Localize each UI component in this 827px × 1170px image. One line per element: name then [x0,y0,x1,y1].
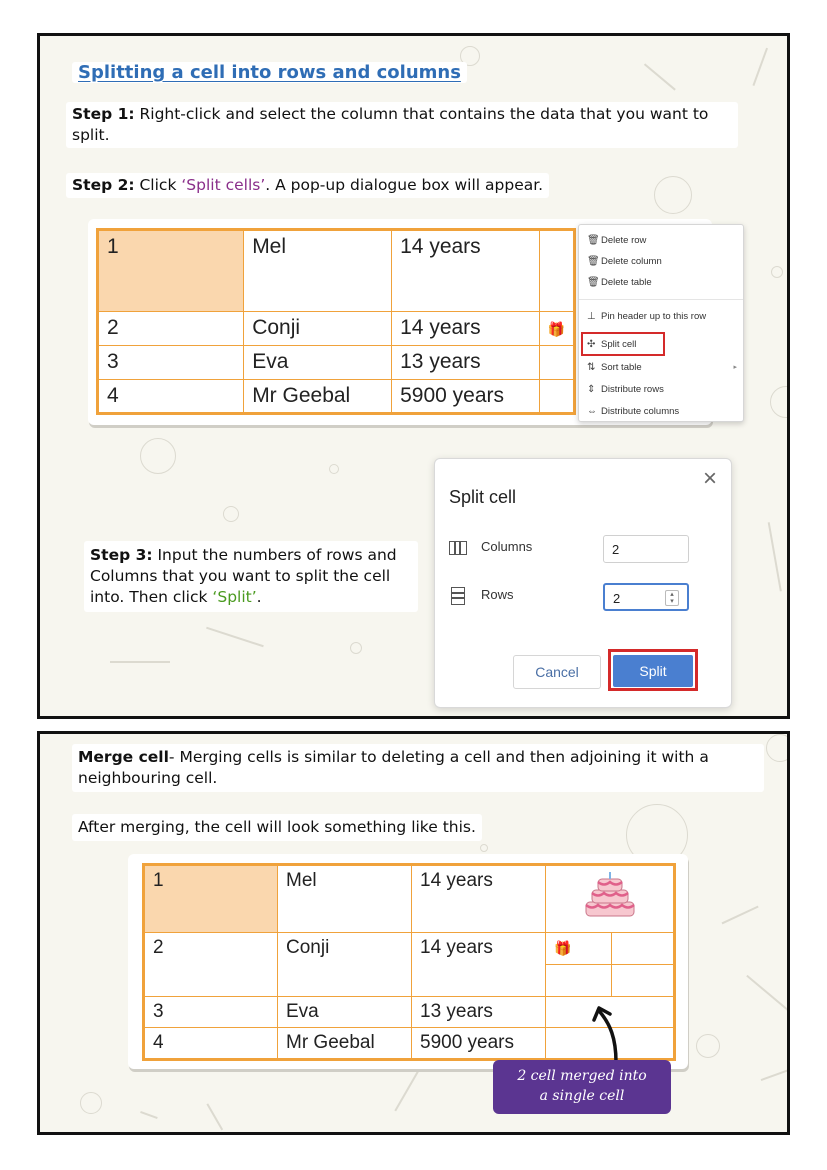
step-2-post: . A pop-up dialogue box will appear. [265,176,544,194]
split-link-text: ‘Split’ [212,588,257,606]
curved-arrow-icon [588,1002,628,1066]
table-row [98,380,575,414]
table-cell[interactable]: 1 [98,230,244,312]
table-cell[interactable]: Eva [244,346,392,380]
gift-icon: 🎁 [547,321,565,337]
distribute-rows-icon: ⇕ [587,383,596,395]
table-cell[interactable]: 14 years [412,933,546,997]
menu-item-label: Split cell [601,338,637,350]
merged-callout [493,1060,671,1114]
menu-item-delete-row[interactable] [587,230,737,250]
menu-item-sort-table[interactable] [587,357,737,377]
table-cell[interactable]: 5900 years [412,1028,546,1060]
step-2-pre: Click [134,176,182,194]
table-cell[interactable]: 13 years [412,997,546,1028]
step-1-text [66,102,738,148]
table-context-menu [578,224,744,422]
table-cell[interactable] [546,933,612,965]
step-2-label: Step 2: [72,176,135,194]
rows-input[interactable] [603,583,689,611]
table-row [98,312,575,346]
menu-separator [579,299,743,300]
step-3-label: Step 3: [90,546,153,564]
cake-icon [580,870,640,920]
split-button[interactable]: Split [613,655,693,687]
menu-item-delete-column[interactable] [587,251,737,271]
table-cell[interactable] [612,965,675,997]
dialog-title: Split cell [449,487,517,507]
section-title: Splitting a cell into rows and columns [72,62,467,83]
table-cell[interactable]: Conji [244,312,392,346]
table-cell[interactable] [539,312,574,346]
merge-cell-description [72,744,764,792]
table-cell[interactable]: 2 [98,312,244,346]
table-cell[interactable] [539,230,574,312]
distribute-columns-icon: ⇔ [587,405,597,417]
menu-item-delete-table[interactable] [587,272,737,292]
step-2-text [66,173,549,198]
table-cell[interactable]: 1 [144,865,278,933]
table-cell[interactable]: 4 [98,380,244,414]
merge-cell-body: - Merging cells is similar to deleting a cell and then adjoining it with a neighbouring cell. [78,748,709,787]
split-icon: ✣ [587,338,596,350]
rows-value: 2 [613,591,621,606]
menu-item-label: Pin header up to this row [601,310,707,322]
split-cell-highlight [581,332,665,356]
step-3-post: . [256,588,262,606]
cancel-button[interactable]: Cancel [513,655,601,689]
step-3-pre: Input the numbers of rows and Columns that you want to split the cell into. Then click [90,546,397,606]
table-cell[interactable]: 4 [144,1028,278,1060]
close-icon[interactable]: × [702,465,717,492]
table-cell[interactable] [546,965,612,997]
table-cell[interactable]: Mr Geebal [278,1028,412,1060]
table-cell[interactable]: Eva [278,997,412,1028]
menu-item-pin-header[interactable] [587,306,737,326]
table-row [98,230,575,312]
menu-item-label: Delete column [601,255,662,267]
table-cell[interactable]: 5900 years [392,380,539,414]
after-merging-text: After merging, the cell will look something like this. [72,814,482,841]
table-row [144,865,675,933]
stepper-icon[interactable]: ▴ ▾ [665,590,679,606]
menu-item-label: Sort table [601,361,642,373]
columns-icon [449,541,467,555]
table-cell[interactable]: 14 years [392,230,539,312]
merge-cell-label: Merge cell [78,748,169,766]
menu-item-label: Distribute columns [601,405,680,417]
submenu-arrow-icon: ▸ [733,364,737,371]
columns-input[interactable]: 2 [603,535,689,563]
table-cell[interactable] [539,346,574,380]
callout-line-2: a single cell [539,1088,625,1104]
table-cell[interactable]: Mel [244,230,392,312]
table-cell[interactable]: Mel [278,865,412,933]
table-1 [96,228,576,415]
split-cell-dialog [434,458,732,708]
menu-item-label: Delete row [601,234,647,246]
sort-icon: ⇅ [587,361,596,373]
pin-icon: ⊥ [587,310,596,322]
table-row [98,346,575,380]
table-row [144,933,675,965]
table-cell[interactable]: 3 [98,346,244,380]
table-cell[interactable]: Conji [278,933,412,997]
table-cell[interactable]: 3 [144,997,278,1028]
table-cell[interactable]: 14 years [392,312,539,346]
trash-icon: 🗑 [587,234,600,246]
table-cell[interactable]: 14 years [412,865,546,933]
table-cell[interactable]: 2 [144,933,278,997]
rows-label: Rows [481,587,514,602]
menu-item-distribute-columns[interactable] [587,401,737,421]
split-cells-link-text: ‘Split cells’ [181,176,266,194]
split-cell-panel [37,33,790,719]
columns-label: Columns [481,539,533,554]
merge-cell-panel [37,731,790,1135]
step-1-body: Right-click and select the column that contains the data that you want to split. [72,105,709,144]
table-cell[interactable]: 13 years [392,346,539,380]
rows-icon [451,587,465,605]
menu-item-label: Distribute rows [601,383,664,395]
table-cell[interactable] [612,933,675,965]
table-cell[interactable]: Mr Geebal [244,380,392,414]
callout-line-1: 2 cell merged into [517,1068,647,1084]
gift-icon: 🎁 [554,940,572,956]
trash-icon: 🗑 [587,255,600,267]
trash-icon: 🗑 [587,276,600,288]
table-cell[interactable] [539,380,574,414]
menu-item-distribute-rows[interactable] [587,379,737,399]
step-1-label: Step 1: [72,105,135,123]
menu-item-label: Delete table [601,276,652,288]
step-3-text [84,541,418,612]
table-cell[interactable] [546,865,675,933]
